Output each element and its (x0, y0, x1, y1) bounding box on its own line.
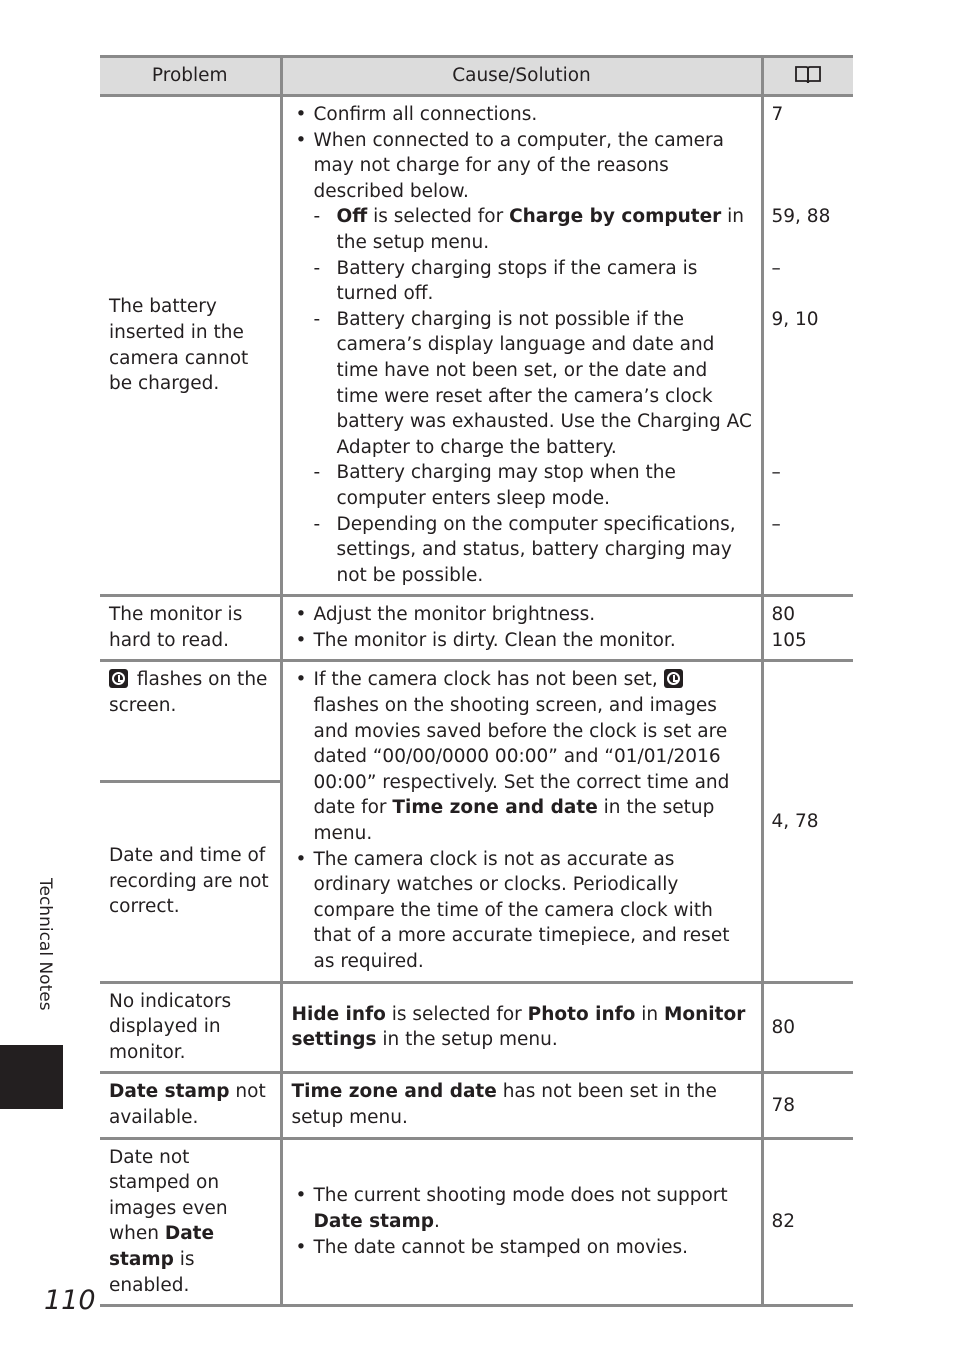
solution-cell (281, 96, 762, 596)
problem-cell: Date and time of recording are not correct. (100, 781, 281, 982)
page-ref: 80 (771, 604, 796, 626)
section-side-label: Technical Notes (35, 878, 55, 1011)
table-row (100, 1138, 853, 1306)
section-tab-marker (0, 1045, 63, 1109)
problem-cell: The battery inserted in the camera cannot be charged. (100, 96, 281, 596)
solution-cell: Hide info is selected for Photo info in Monitor settings in the setup menu. (281, 982, 762, 1073)
reference-cell: 4, 78 (762, 661, 853, 982)
list-item: • The current shooting mode does not support Date stamp. (292, 1183, 755, 1234)
page-ref: – (771, 462, 781, 484)
reference-cell (762, 96, 853, 596)
problem-cell: Date not stamped on images even when Date stamp is enabled. (100, 1138, 281, 1306)
table-row (100, 661, 853, 781)
page-ref: – (771, 257, 781, 279)
list-item: • Adjust the monitor brightness. (292, 602, 755, 628)
sub-list-item: - Depending on the computer specifications, settings, and status, battery charging may not be possible. (314, 512, 755, 589)
solution-cell: Time zone and date has not been set in the setup menu. (281, 1073, 762, 1138)
list-item: • The date cannot be stamped on movies. (292, 1235, 755, 1261)
problem-cell: flashes on the screen. (100, 661, 281, 781)
list-item: • Confirm all connections. (292, 102, 755, 128)
reference-cell: 82 (762, 1138, 853, 1306)
table-row (100, 982, 853, 1073)
sub-list-item: - Off is selected for Charge by computer in the setup menu. (314, 204, 755, 255)
clock-icon (109, 669, 128, 688)
page-ref: 105 (771, 629, 807, 651)
clock-icon (664, 669, 683, 688)
table-header-row (100, 57, 853, 96)
table-row (100, 96, 853, 596)
book-icon (794, 65, 822, 85)
problem-cell: Date stamp not available. (100, 1073, 281, 1138)
page-ref: 9, 10 (771, 308, 819, 330)
list-item: • If the camera clock has not been set, flashes on the shooting screen, and images and movies saved before the clock is set are dated “00/00/0000 00:00” and “01/01/2016 00:00” respectively. Set the correct time and date for Time zone and date in the setup menu. (292, 667, 755, 846)
page-number: 110 (44, 1285, 96, 1316)
sub-list-item: - Battery charging stops if the camera is turned off. (314, 256, 755, 307)
header-problem: Problem (100, 57, 281, 96)
reference-cell (762, 596, 853, 661)
sub-list-item: - Battery charging may stop when the computer enters sleep mode. (314, 460, 755, 511)
problem-cell: No indicators displayed in monitor. (100, 982, 281, 1073)
header-reference (762, 57, 853, 96)
list-item: • When connected to a computer, the camera may not charge for any of the reasons described below. - Off is selected for Charge by computer in the setup menu. - Battery charging stops if the camera is turned off. - Battery charging is not possible if the camera’s display language and date and time have not been set, or the date and time were reset after the camera’s clock battery was exhausted. Use the Charging AC Adapter to charge the battery. - Battery charging may stop when the computer enters sleep mode. - Depending on the computer specifications, settings, and status, battery charging may not be possible. (292, 128, 755, 589)
reference-cell: 78 (762, 1073, 853, 1138)
page-ref: 7 (771, 104, 784, 125)
table-row (100, 596, 853, 661)
page-ref: – (771, 513, 781, 535)
solution-cell (281, 1138, 762, 1306)
list-item: • The camera clock is not as accurate as ordinary watches or clocks. Periodically compare the time of the camera clock with that of a more accurate timepiece, and reset as required. (292, 847, 755, 975)
sub-list-item: - Battery charging is not possible if the camera’s display language and date and time have not been set, or the date and time were reset after the camera’s clock battery was exhausted. Use the Charging AC Adapter to charge the battery. (314, 307, 755, 461)
header-cause-solution: Cause/Solution (281, 57, 762, 96)
problem-cell: The monitor is hard to read. (100, 596, 281, 661)
troubleshooting-table (100, 55, 853, 1307)
table-row (100, 1073, 853, 1138)
page-ref: 59, 88 (771, 206, 831, 228)
list-item: • The monitor is dirty. Clean the monitor. (292, 628, 755, 654)
reference-cell: 80 (762, 982, 853, 1073)
solution-cell (281, 661, 762, 982)
solution-cell (281, 596, 762, 661)
